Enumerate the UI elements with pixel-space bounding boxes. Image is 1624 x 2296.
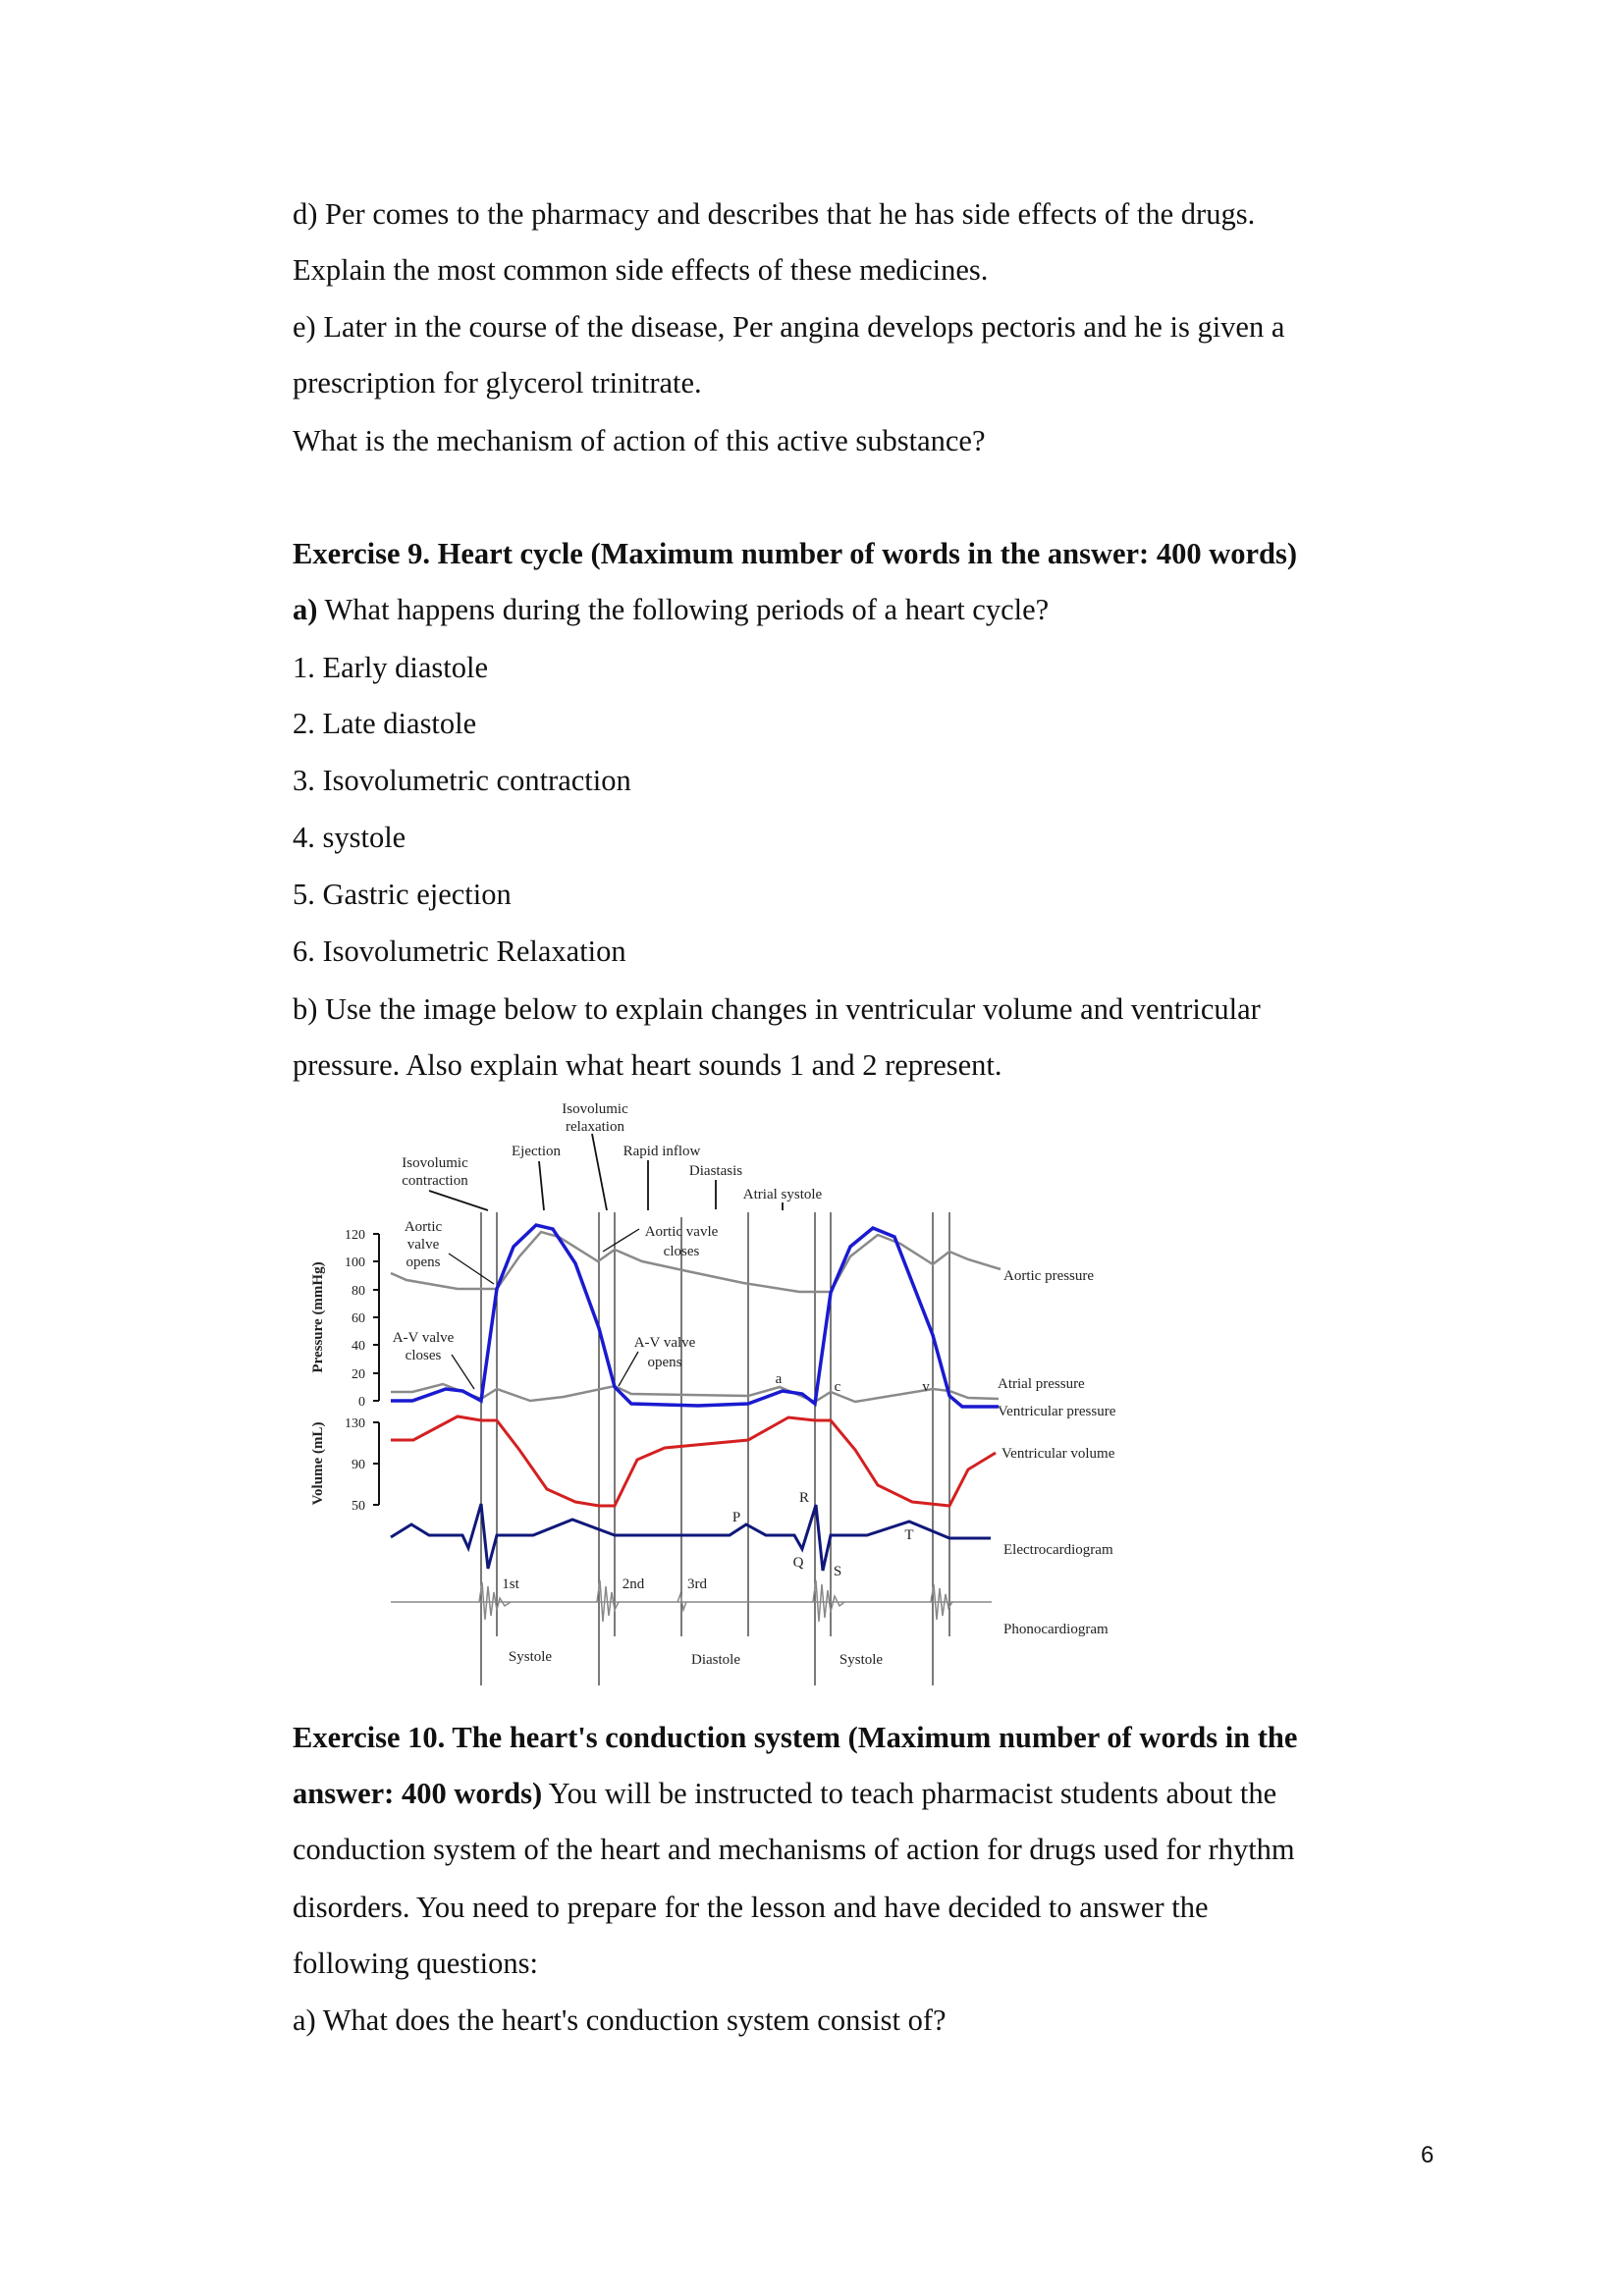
wave-c: c [834, 1379, 841, 1395]
wave-s: S [833, 1564, 842, 1579]
question-b-line: b) Use the image below to explain changes in ventricular volume and ventricular [293, 992, 1261, 1026]
text-line: disorders. You need to prepare for the lesson and have decided to answer the [293, 1891, 1209, 1924]
text-line: conduction system of the heart and mechanisms of action for drugs used for rhythm [293, 1833, 1295, 1866]
label-isovolumic-relaxation: relaxation [566, 1119, 624, 1135]
list-item: 4. systole [293, 821, 406, 854]
text-line: following questions: [293, 1947, 538, 1980]
volume-axis-title: Volume (mL) [310, 1421, 326, 1506]
tick-label: 20 [352, 1367, 365, 1382]
tick-label: 130 [345, 1416, 365, 1431]
trace-labels [998, 1268, 1116, 1637]
label-isovolumic-contraction: contraction [402, 1173, 468, 1189]
text-span: You will be instructed to teach pharmacist students about the [542, 1777, 1277, 1810]
label-ventricular-pressure: Ventricular pressure [998, 1404, 1116, 1419]
label-isovolumic-relaxation: Isovolumic [562, 1101, 628, 1117]
text-line: e) Later in the course of the disease, Per angina develops pectoris and he is given a [293, 310, 1285, 344]
label-aortic-valve-closes: closes [663, 1244, 700, 1259]
text-line: a) What does the heart's conduction system consist of? [293, 2003, 947, 2037]
pressure-ticks [345, 1228, 365, 1514]
label-aortic-valve-opens: opens [406, 1255, 441, 1270]
pressure-axis-title: Pressure (mmHg) [310, 1261, 326, 1373]
label-electrocardiogram: Electrocardiogram [1003, 1542, 1113, 1558]
tick-label: 50 [352, 1499, 365, 1514]
exercise-10-heading: Exercise 10. The heart's conduction system (Maximum number of words in the [293, 1721, 1298, 1754]
label-phonocardiogram: Phonocardiogram [1003, 1622, 1109, 1637]
tick-label: 120 [345, 1228, 365, 1243]
label-rapid-inflow: Rapid inflow [623, 1144, 701, 1159]
phase-labels [393, 1101, 931, 1668]
wave-r: R [798, 1490, 810, 1506]
heart-sound-2nd: 2nd [622, 1576, 645, 1592]
tick-label: 90 [352, 1458, 365, 1472]
heart-sound-1st: 1st [502, 1576, 519, 1592]
tick-label: 60 [352, 1311, 365, 1326]
aortic-pressure-trace [391, 1232, 1001, 1292]
label-aortic-valve-opens: Aortic [404, 1219, 443, 1235]
list-item: 1. Early diastole [293, 651, 489, 684]
wave-q: Q [792, 1555, 804, 1571]
tick-label: 80 [352, 1284, 365, 1299]
wave-p: P [731, 1510, 741, 1525]
label-av-valve-closes: closes [405, 1348, 442, 1363]
label-aortic-valve-closes: Aortic vavle [644, 1224, 719, 1240]
wave-t: T [904, 1527, 914, 1543]
tick-label: 100 [345, 1255, 365, 1270]
label-diastasis: Diastasis [688, 1163, 743, 1179]
period-systole: Systole [839, 1652, 884, 1668]
label-ventricular-volume: Ventricular volume [1001, 1446, 1115, 1462]
text-line: Explain the most common side effects of these medicines. [293, 253, 989, 287]
period-diastole: Diastole [691, 1652, 740, 1668]
period-systole: Systole [508, 1649, 553, 1665]
text-line [293, 1776, 1276, 1811]
exercise-9-heading: Exercise 9. Heart cycle (Maximum number of words in the answer: 400 words) [293, 537, 1298, 570]
label-atrial-systole: Atrial systole [742, 1187, 823, 1202]
phase-lines [481, 1212, 949, 1685]
list-item: 2. Late diastole [293, 707, 477, 740]
label-aortic-valve-opens: valve [406, 1237, 440, 1253]
tick-label: 0 [358, 1395, 365, 1410]
list-item: 3. Isovolumetric contraction [293, 764, 631, 797]
list-item: 6. Isovolumetric Relaxation [293, 934, 626, 968]
heart-sound-3rd: 3rd [687, 1576, 707, 1592]
label-av-valve-opens: opens [647, 1355, 682, 1370]
wave-v: v [922, 1379, 930, 1395]
label-av-valve-opens: A-V valve [633, 1335, 696, 1351]
label-isovolumic-contraction: Isovolumic [402, 1155, 468, 1171]
question-a-text: What happens during the following periods of a heart cycle? [317, 593, 1050, 626]
text-line: What is the mechanism of action of this active substance? [293, 424, 986, 457]
list-item: 5. Gastric ejection [293, 878, 512, 911]
text-line: prescription for glycerol trinitrate. [293, 366, 702, 400]
label-av-valve-closes: A-V valve [392, 1330, 455, 1346]
label-aortic-pressure: Aortic pressure [1003, 1268, 1095, 1284]
page-number: 6 [1421, 2142, 1435, 2168]
tick-label: 40 [352, 1339, 365, 1354]
wave-a: a [775, 1371, 783, 1387]
label-atrial-pressure: Atrial pressure [998, 1376, 1085, 1392]
text-line: d) Per comes to the pharmacy and describes that he has side effects of the drugs. [293, 197, 1256, 231]
question-b-line: pressure. Also explain what heart sounds 1 and 2 represent. [293, 1048, 1002, 1082]
volume-axis [373, 1422, 379, 1505]
pressure-axis [373, 1234, 379, 1401]
exercise-10-heading-end: answer: 400 words) [293, 1777, 543, 1810]
question-a-label: a) [293, 593, 318, 626]
label-ejection: Ejection [512, 1144, 561, 1159]
